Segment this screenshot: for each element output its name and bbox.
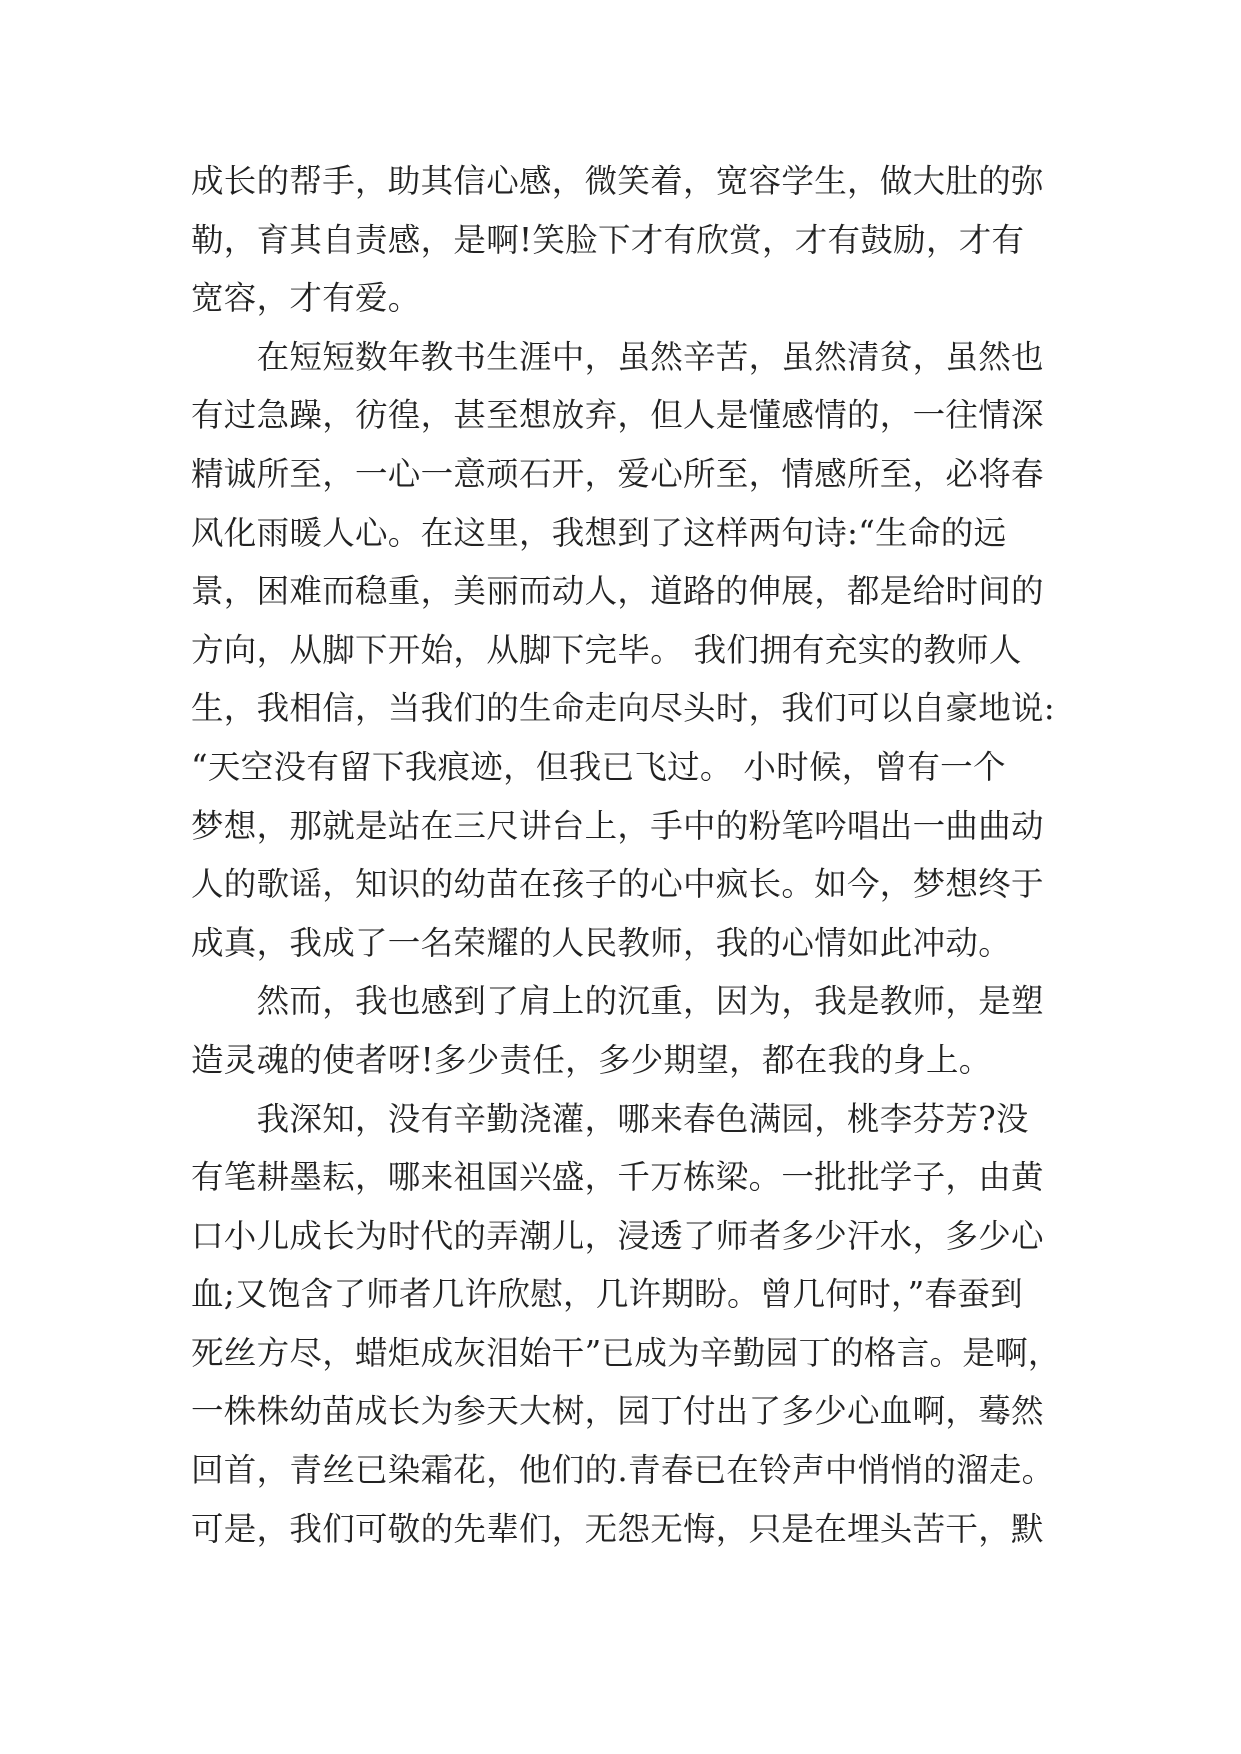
text-line: 景，困难而稳重，美丽而动人，道路的伸展，都是给时间的 [191, 572, 1044, 611]
text-line: 口小儿成长为时代的弄潮儿，浸透了师者多少汗水，多少心 [191, 1216, 1044, 1255]
text-line: 精诚所至，一心一意顽石开，爱心所至，情感所至，必将春 [191, 454, 1044, 493]
body-text [191, 152, 1091, 1558]
text-line: 方向，从脚下开始，从脚下完毕。 我们拥有充实的教师人 [191, 630, 1022, 669]
text-line: “天空没有留下我痕迹，但我已飞过。 小时候，曾有一个 [191, 747, 1006, 786]
text-line: 我深知，没有辛勤浇灌，哪来春色满园，桃李芬芳?没 [191, 1099, 1029, 1138]
text-line: 人的歌谣，知识的幼苗在孩子的心中疯长。如今，梦想终于 [191, 865, 1044, 904]
text-line: 在短短数年教书生涯中，虽然辛苦，虽然清贫，虽然也 [191, 337, 1044, 376]
text-line: 成长的帮手，助其信心感，微笑着，宽容学生，做大肚的弥 [191, 162, 1044, 200]
text-line: 回首，青丝已染霜花，他们的.青春已在铃声中悄悄的溜走。 [191, 1451, 1055, 1490]
text-line: 有过急躁，彷徨，甚至想放弃，但人是懂感情的，一往情深 [191, 396, 1044, 435]
text-line: 血;又饱含了师者几许欣慰，几许期盼。曾几何时，”春蚕到 [191, 1275, 1023, 1314]
text-line: 宽容，才有爱。 [191, 279, 421, 318]
text-line: 有笔耕墨耘，哪来祖国兴盛，千万栋梁。一批批学子，由黄 [191, 1158, 1044, 1197]
text-line: 然而，我也感到了肩上的沉重，因为，我是教师，是塑 [191, 982, 1044, 1021]
text-line: 一株株幼苗成长为参天大树，园丁付出了多少心血啊，蓦然 [191, 1392, 1044, 1431]
text-line: 死丝方尽，蜡炬成灰泪始干”已成为辛勤园丁的格言。是啊， [191, 1333, 1061, 1372]
text-line: 勒，育其自责感，是啊!笑脸下才有欣赏，才有鼓励，才有 [191, 220, 1025, 259]
text-line: 造灵魂的使者呀!多少责任，多少期望，都在我的身上。 [191, 1040, 992, 1079]
text-line: 可是，我们可敬的先辈们，无怨无悔，只是在埋头苦干，默 [191, 1509, 1044, 1548]
text-line: 成真，我成了一名荣耀的人民教师，我的心情如此冲动。 [191, 923, 1012, 962]
text-line: 生，我相信，当我们的生命走向尽头时，我们可以自豪地说: [191, 689, 1056, 728]
text-line: 风化雨暖人心。在这里，我想到了这样两句诗:“生命的远 [191, 513, 1007, 552]
text-line: 梦想，那就是站在三尺讲台上，手中的粉笔吟唱出一曲曲动 [191, 806, 1044, 845]
